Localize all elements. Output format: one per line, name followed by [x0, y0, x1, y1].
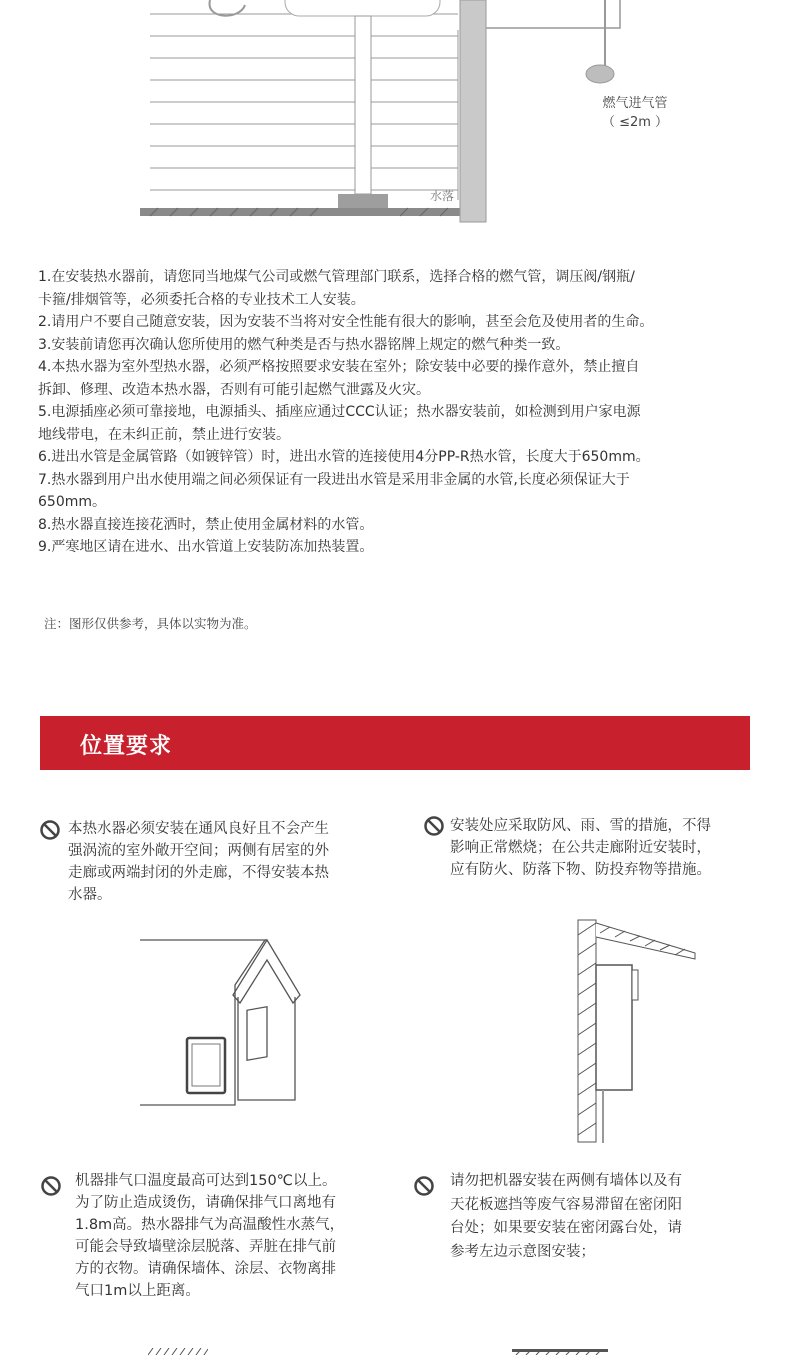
- canopy-wall-illustration: [570, 915, 705, 1145]
- requirement-line: 气口1m以上距离。: [75, 1283, 200, 1299]
- requirement-line: 天花板遮挡等废气容易滞留在密闭阳: [450, 1196, 682, 1213]
- requirement-enclosed-balcony: [450, 1170, 770, 1264]
- disclaimer-note: 注：图形仅供参考，具体以实物为准。: [44, 616, 257, 631]
- section-header: [40, 716, 750, 770]
- instruction-line: 5.电源插座必须可靠接地，电源插头、插座应通过CCC认证；热水器安装前，如检测到用户家电源: [38, 404, 641, 420]
- prohibited-icon: [40, 820, 60, 840]
- installation-instructions: [38, 266, 758, 559]
- instruction-line: 8.热水器直接连接花洒时，禁止使用金属材料的水管。: [38, 516, 374, 533]
- prohibited-icon: [41, 1176, 61, 1196]
- requirement-line: 1.8m高。热水器排气为高温酸性水蒸气，: [75, 1217, 345, 1233]
- requirement-line: 本热水器必须安装在通风良好且不会产生: [68, 821, 329, 837]
- requirement-exhaust-height: [75, 1170, 395, 1302]
- instruction-line: 拆卸、修理、改造本热水器，否则有可能引起燃气泄露及火灾。: [38, 381, 430, 398]
- requirement-line: 强涡流的室外敞开空间；两侧有居室的外: [68, 843, 329, 859]
- hatch-fragment: [148, 1348, 208, 1355]
- gas-pipe-label-length: （ ≤2m ）: [601, 115, 669, 130]
- instruction-line: 地线带电，在未纠正前，禁止进行安装。: [38, 426, 290, 443]
- gas-pipe-label: [575, 92, 695, 130]
- requirement-line: 请勿把机器安装在两侧有墙体以及有: [450, 1173, 682, 1189]
- requirement-line: 方的衣物。请确保墙体、涂层、衣物离排: [75, 1261, 336, 1277]
- house-illustration: [135, 935, 310, 1110]
- requirement-line: 可能会导致墙壁涂层脱落、弄脏在排气前: [75, 1239, 336, 1255]
- requirement-line: 走廊或两端封闭的外走廊，不得安装本热: [68, 865, 329, 881]
- instruction-line: 卡箍/排烟管等，必须委托合格的专业技术工人安装。: [38, 291, 365, 308]
- requirement-line: 台处；如果要安装在密闭露台处，请: [450, 1220, 682, 1236]
- requirement-line: 水器。: [68, 887, 112, 903]
- instruction-line: 9.严寒地区请在进水、出水管道上安装防冻加热装置。: [38, 539, 374, 555]
- requirement-line: 安装处应采取防风、雨、雪的措施，不得: [450, 818, 711, 834]
- requirement-line: 参考左边示意图安装；: [450, 1243, 595, 1260]
- instruction-line: 1.在安装热水器前，请您同当地煤气公司或燃气管理部门联系，选择合格的燃气管，调压阀/钢瓶/: [38, 269, 635, 285]
- requirement-weather: [450, 815, 770, 881]
- requirement-line: 为了防止造成烫伤，请确保排气口离地有: [75, 1195, 336, 1211]
- instruction-line: 3.安装前请您再次确认您所使用的燃气种类是否与热水器铭牌上规定的燃气种类一致。: [38, 336, 570, 353]
- instruction-line: 7.热水器到用户出水使用端之间必须保证有一段进出水管是采用非金属的水管,长度必须保证大于: [38, 471, 630, 488]
- section-title: 位置要求: [80, 734, 173, 759]
- requirement-ventilation: [68, 818, 398, 906]
- requirement-line: 应有防火、防落下物、防投弃物等措施。: [450, 862, 711, 878]
- instruction-line: 2.请用户不要自己随意安装，因为安装不当将对安全性能有很大的影响，甚至会危及使用者的生命。: [38, 314, 654, 330]
- prohibited-icon: [414, 1176, 434, 1196]
- gas-pipe-label-name: 燃气进气管: [602, 96, 668, 111]
- drain-label: 水落: [430, 189, 455, 203]
- prohibited-icon: [424, 816, 444, 836]
- hatch-fragment: [512, 1349, 608, 1355]
- instruction-line: 650mm。: [38, 494, 106, 510]
- instruction-line: 6.进出水管是金属管路（如镀锌管）时，进出水管的连接使用4分PP-R热水管，长度大于650mm。: [38, 449, 650, 465]
- requirement-line: 影响正常燃烧；在公共走廊附近安装时，: [450, 840, 711, 856]
- requirement-line: 机器排气口温度最高可达到150℃以上。: [75, 1173, 337, 1189]
- instruction-line: 4.本热水器为室外型热水器，必须严格按照要求安装在室外；除安装中必要的操作意外，禁止擅自: [38, 359, 640, 375]
